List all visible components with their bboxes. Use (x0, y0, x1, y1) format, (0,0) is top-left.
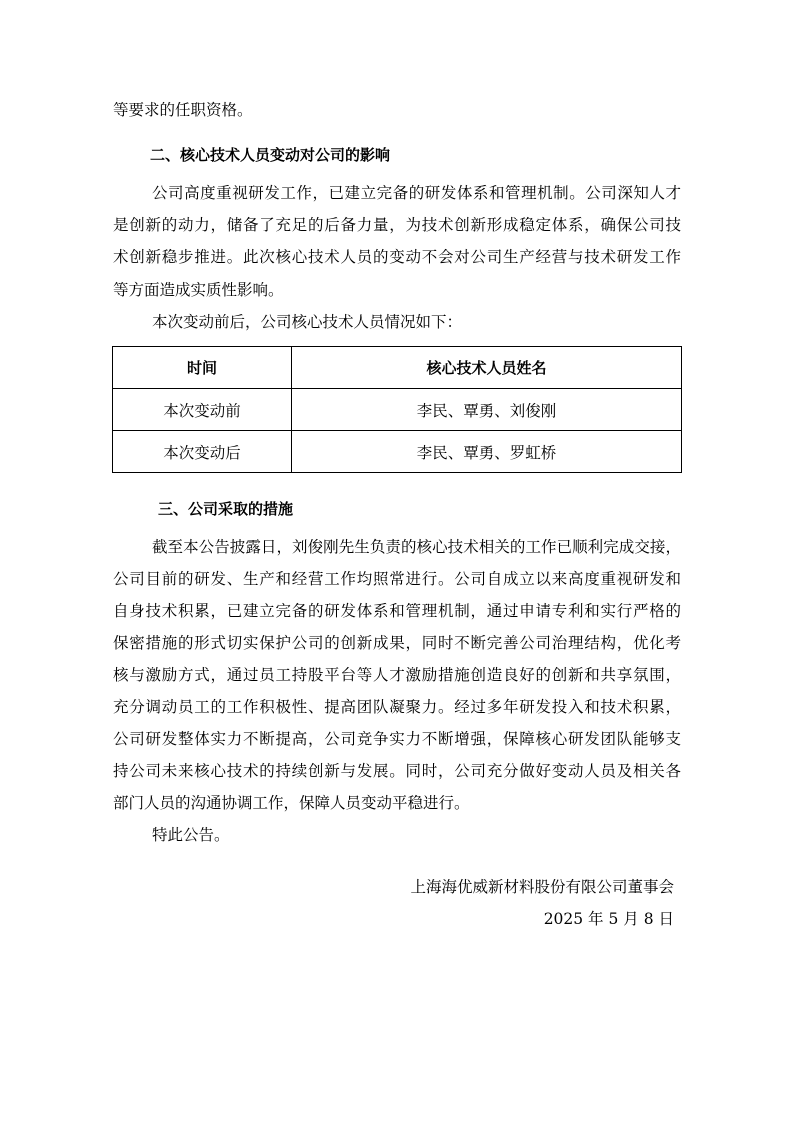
table-header-time: 时间 (113, 347, 292, 389)
section3-para-line-8: 持公司未来核心技术的持续创新与发展。同时，公司充分做好变动人员及相关各 (113, 762, 681, 780)
section3-para-line-9: 部门人员的沟通协调工作，保障人员变动平稳进行。 (113, 794, 470, 812)
section3-para-line-7: 公司研发整体实力不断提高，公司竞争实力不断增强，保障核心研发团队能够支 (113, 730, 681, 748)
signature-company: 上海海优威新材料股份有限公司董事会 (410, 878, 674, 896)
section3-para-line-2: 公司目前的研发、生产和经营工作均照常进行。公司自成立以来高度重视研发和 (113, 570, 681, 588)
closing-text: 特此公告。 (152, 826, 230, 844)
section2-para-line-2: 是创新的动力，储备了充足的后备力量，为技术创新形成稳定体系，确保公司技 (113, 216, 681, 234)
table-header-names: 核心技术人员姓名 (292, 347, 682, 389)
section3-para-line-5: 核与激励方式，通过员工持股平台等人才激励措施创造良好的创新和共享氛围， (113, 666, 681, 684)
section3-para-line-4: 保密措施的形式切实保护公司的创新成果，同时不断完善公司治理结构，优化考 (113, 634, 681, 652)
table-cell-time: 本次变动前 (113, 389, 292, 431)
core-staff-table (112, 346, 682, 473)
table-intro-text: 本次变动前后，公司核心技术人员情况如下： (152, 313, 463, 331)
section3-para-line-3: 自身技术积累，已建立完备的研发体系和管理机制，通过申请专利和实行严格的 (113, 602, 681, 620)
table-cell-names: 李民、覃勇、刘俊刚 (292, 389, 682, 431)
table-row (113, 431, 682, 473)
section3-heading: 三、公司采取的措施 (158, 500, 294, 518)
section1-tail-text: 等要求的任职资格。 (113, 101, 253, 119)
table-cell-names: 李民、覃勇、罗虹桥 (292, 431, 682, 473)
section3-para-line-6: 充分调动员工的工作积极性、提高团队凝聚力。经过多年研发投入和技术积累， (113, 698, 681, 716)
section2-para-line-4: 等方面造成实质性影响。 (113, 281, 284, 299)
table-header-row (113, 347, 682, 389)
table-cell-time: 本次变动后 (113, 431, 292, 473)
section3-para-line-1: 截至本公告披露日，刘俊刚先生负责的核心技术相关的工作已顺利完成交接， (152, 538, 681, 556)
section2-para-line-1: 公司高度重视研发工作，已建立完备的研发体系和管理机制。公司深知人才 (152, 184, 681, 202)
section2-heading: 二、核心技术人员变动对公司的影响 (150, 146, 391, 164)
signature-date: 2025 年 5 月 8 日 (543, 910, 674, 928)
table-row (113, 389, 682, 431)
section2-para-line-3: 术创新稳步推进。此次核心技术人员的变动不会对公司生产经营与技术研发工作 (113, 248, 681, 266)
